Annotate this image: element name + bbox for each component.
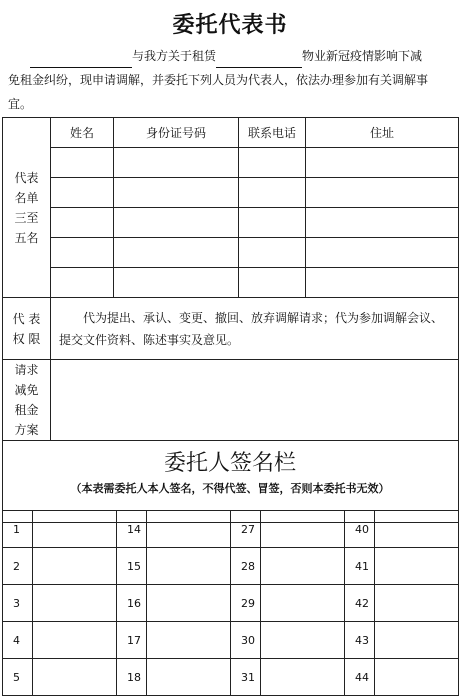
property-blank[interactable] xyxy=(216,54,302,68)
signature-field[interactable] xyxy=(147,659,231,696)
rep-name-cell[interactable] xyxy=(51,148,114,178)
rep-id-cell[interactable] xyxy=(114,148,239,178)
rep-id-cell[interactable] xyxy=(114,238,239,268)
signature-number: 3 xyxy=(3,585,33,622)
signature-number: 40 xyxy=(345,511,375,548)
signature-row xyxy=(3,511,459,548)
rep-phone-cell[interactable] xyxy=(239,268,306,298)
signature-number: 43 xyxy=(345,622,375,659)
signature-number: 15 xyxy=(117,548,147,585)
signature-row xyxy=(3,622,459,659)
rent-plan-row xyxy=(3,360,459,441)
rep-address-cell[interactable] xyxy=(306,178,459,208)
signature-number: 27 xyxy=(231,511,261,548)
rep-row-5 xyxy=(3,268,459,298)
intro-line-3: 宜。 xyxy=(8,97,33,111)
signature-number: 2 xyxy=(3,548,33,585)
rep-address-cell[interactable] xyxy=(306,238,459,268)
signature-field[interactable] xyxy=(33,548,117,585)
signature-number: 18 xyxy=(117,659,147,696)
rep-address-cell[interactable] xyxy=(306,268,459,298)
signature-field[interactable] xyxy=(375,511,459,548)
rep-name-cell[interactable] xyxy=(51,208,114,238)
signature-field[interactable] xyxy=(33,585,117,622)
authority-text: 代为提出、承认、变更、撤回、放弃调解请求；代为参加调解会议、提交文件资料、陈述事实及意见。 xyxy=(51,298,459,360)
rep-row-2 xyxy=(3,178,459,208)
signature-field[interactable] xyxy=(33,659,117,696)
signature-number: 30 xyxy=(231,622,261,659)
signature-field[interactable] xyxy=(147,622,231,659)
signature-title: 委托人签名栏 xyxy=(163,451,296,476)
rent-plan-field[interactable] xyxy=(51,360,459,441)
rep-phone-cell[interactable] xyxy=(239,208,306,238)
header-name: 姓名 xyxy=(51,118,114,148)
rep-address-cell[interactable] xyxy=(306,208,459,238)
authority-row xyxy=(3,298,459,360)
signature-field[interactable] xyxy=(261,585,345,622)
rep-id-cell[interactable] xyxy=(114,178,239,208)
intro-line-1 xyxy=(8,44,454,68)
signature-number: 31 xyxy=(231,659,261,696)
signature-row xyxy=(3,659,459,696)
rep-list-label: 代表 名单 三至 五名 xyxy=(3,118,51,298)
signature-field[interactable] xyxy=(147,511,231,548)
signature-number: 44 xyxy=(345,659,375,696)
signature-field[interactable] xyxy=(261,659,345,696)
rep-name-cell[interactable] xyxy=(51,268,114,298)
intro-text-2: 物业新冠疫情影响下减 xyxy=(302,49,423,63)
intro-line-2: 免租金纠纷，现申请调解，并委托下列人员为代表人，依法办理参加有关调解事 xyxy=(8,73,429,87)
rep-id-cell[interactable] xyxy=(114,208,239,238)
signature-field[interactable] xyxy=(147,585,231,622)
header-id-number: 身份证号码 xyxy=(114,118,239,148)
client-name-blank[interactable] xyxy=(30,54,132,68)
document-title: 委托代表书 xyxy=(172,12,288,38)
signature-field[interactable] xyxy=(375,622,459,659)
header-address: 住址 xyxy=(306,118,459,148)
signature-row xyxy=(3,548,459,585)
signature-field[interactable] xyxy=(33,622,117,659)
signature-number: 1 xyxy=(3,511,33,548)
signature-number: 42 xyxy=(345,585,375,622)
signature-field[interactable] xyxy=(375,585,459,622)
rep-row-3 xyxy=(3,208,459,238)
signature-number: 28 xyxy=(231,548,261,585)
signature-field[interactable] xyxy=(375,659,459,696)
rep-phone-cell[interactable] xyxy=(239,148,306,178)
signature-field[interactable] xyxy=(261,511,345,548)
signature-number: 14 xyxy=(117,511,147,548)
signature-number: 16 xyxy=(117,585,147,622)
signature-field[interactable] xyxy=(261,548,345,585)
signature-note: （本表需委托人本人签名，不得代签、冒签，否则本委托书无效） xyxy=(70,482,390,495)
signature-number: 5 xyxy=(3,659,33,696)
rep-row-4 xyxy=(3,238,459,268)
signature-field[interactable] xyxy=(375,548,459,585)
signature-field[interactable] xyxy=(261,622,345,659)
rent-plan-label: 请求 减免 租金 方案 xyxy=(3,360,51,441)
signature-number: 4 xyxy=(3,622,33,659)
rep-phone-cell[interactable] xyxy=(239,178,306,208)
authority-label: 代 表 权 限 xyxy=(3,298,51,360)
signature-field[interactable] xyxy=(147,548,231,585)
intro-text-1: 与我方关于租赁 xyxy=(132,49,217,63)
rep-name-cell[interactable] xyxy=(51,178,114,208)
signature-number: 41 xyxy=(345,548,375,585)
rep-row-1 xyxy=(3,148,459,178)
signature-table xyxy=(2,510,459,696)
rep-address-cell[interactable] xyxy=(306,148,459,178)
signature-number: 17 xyxy=(117,622,147,659)
signature-number: 29 xyxy=(231,585,261,622)
rep-phone-cell[interactable] xyxy=(239,238,306,268)
signature-field[interactable] xyxy=(33,511,117,548)
rep-name-cell[interactable] xyxy=(51,238,114,268)
rep-id-cell[interactable] xyxy=(114,268,239,298)
header-row xyxy=(3,118,459,148)
header-phone: 联系电话 xyxy=(239,118,306,148)
signature-row xyxy=(3,585,459,622)
intro-paragraph xyxy=(8,44,454,116)
